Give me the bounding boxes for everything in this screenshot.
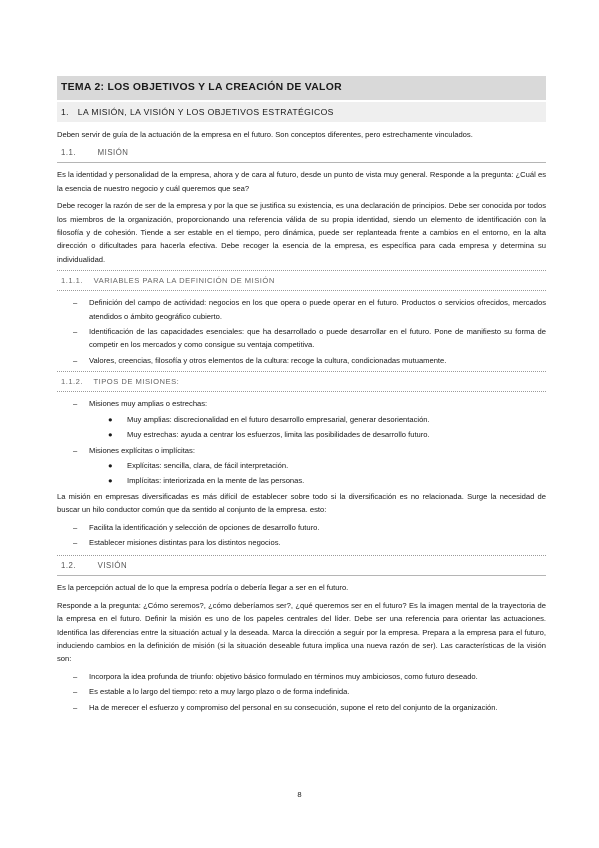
- dash-bullet: –: [73, 355, 78, 365]
- subsection-title: VISIÓN: [97, 561, 128, 571]
- subsection-number: 1.2.: [61, 561, 77, 571]
- section-number: 1.: [61, 107, 69, 117]
- mision-paragraph-1: Es la identidad y personalidad de la empresa, ahora y de cara al futuro, desde un punto de vista muy general. Responde a la pregunta: ¿Cuál es la esencia de nuestro negocio y cuál queremos que sea?: [57, 170, 546, 193]
- list-item: – Identificación de las capacidades esenciales: que ha desarrollado o puede desarrollar en el futuro. Pone de manifiesto su forma de competir en los mercados y como consigue su ventaja competitiva.: [73, 327, 546, 350]
- subsection-heading-mision: [57, 145, 546, 163]
- divider: [57, 371, 546, 372]
- list-item: – Incorpora la idea profunda de triunfo: objetivo básico formulado en términos muy ambiciosos, como futuro deseado.: [57, 670, 546, 683]
- sub-list-item: ● Implícitas: interiorizada en la mente de las personas.: [57, 474, 546, 487]
- vision-paragraph-1: Es la percepción actual de lo que la empresa podría o debería llegar a ser en el futuro.: [57, 583, 349, 593]
- list-item: – Definición del campo de actividad: negocios en los que opera o puede operar en el futuro. Productos o servicios ofrecidos, mercados atendidos o ámbito geográfico cubierto.: [73, 298, 546, 321]
- subsubsection-heading-tipos: [57, 374, 546, 392]
- divider: [57, 270, 546, 271]
- diversificadas-list: [57, 521, 546, 550]
- dash-bullet: –: [73, 687, 78, 697]
- dot-bullet: ●: [108, 430, 113, 440]
- dash-bullet: –: [73, 671, 78, 681]
- subsection-heading-vision: [57, 558, 546, 576]
- section-title: LA MISIÓN, LA VISIÓN Y LOS OBJETIVOS ESTRATÉGICOS: [77, 107, 334, 117]
- subsubsection-number: 1.1.2.: [61, 377, 83, 387]
- dot-bullet: ●: [108, 460, 113, 470]
- list-item: – Ha de merecer el esfuerzo y compromiso del personal en su consecución, supone el reto del conjunto de la organización.: [57, 701, 546, 714]
- dash-bullet: –: [73, 445, 78, 455]
- list-item: – Facilita la identificación y selección de opciones de desarrollo futuro.: [57, 521, 546, 534]
- vision-list: [57, 670, 546, 714]
- divider: [57, 555, 546, 556]
- subsection-number: 1.1.: [61, 148, 77, 158]
- dash-bullet: –: [73, 702, 78, 712]
- section-heading: [57, 102, 546, 122]
- dash-bullet: –: [73, 327, 78, 337]
- sub-list-item: ● Muy amplias: discrecionalidad en el futuro desarrollo empresarial, generar desorientación.: [57, 413, 546, 426]
- dot-bullet: ●: [108, 476, 113, 486]
- list-item: – Es estable a lo largo del tiempo: reto a muy largo plazo o de forma indefinida.: [57, 685, 546, 698]
- section-intro: Deben servir de guía de la actuación de la empresa en el futuro. Son conceptos diferentes, pero estrechamente vinculados.: [57, 130, 473, 139]
- list-item: – Misiones explícitas o implícitas:: [57, 444, 546, 457]
- dash-bullet: –: [73, 298, 78, 308]
- variables-list: [57, 296, 546, 367]
- dot-bullet: ●: [108, 414, 113, 424]
- sub-list-item: ● Explícitas: sencilla, clara, de fácil interpretación.: [57, 459, 546, 472]
- document-page: [57, 76, 546, 716]
- subsection-title: MISIÓN: [97, 148, 129, 158]
- dash-bullet: –: [73, 522, 78, 532]
- dash-bullet: –: [73, 399, 78, 409]
- chapter-title: TEMA 2: LOS OBJETIVOS Y LA CREACIÓN DE VALOR: [57, 76, 546, 100]
- dash-bullet: –: [73, 537, 78, 547]
- list-item: – Valores, creencias, filosofía y otros elementos de la cultura: recoge la cultura, condicionadas mutuamente.: [57, 354, 546, 367]
- vision-paragraph-2: Responde a la pregunta: ¿Cómo seremos?, ¿cómo deberíamos ser?, ¿qué queremos ser en el futuro? Es la imagen mental de la trayectoria de la empresa en el futuro. Definir la misión es uno de los papeles centrales del líder. Debe ser una referencia para orientar las actuaciones. Identifica las diferencias entre la situación actual y la deseada. Marca la dirección a seguir por la empresa. Prepara a la empresa para el futuro, induciendo cambios en la definición de misión (si la situación deseable futura implica una nueva razón de ser). Las características de la visión son:: [57, 600, 546, 664]
- sub-list-item: ● Muy estrechas: ayuda a centrar los esfuerzos, limita las posibilidades de desarrollo futuro.: [57, 428, 546, 441]
- list-item: – Establecer misiones distintas para los distintos negocios.: [57, 536, 546, 549]
- subsubsection-number: 1.1.1.: [61, 276, 83, 286]
- tipos-list: [57, 397, 546, 487]
- list-item: – Misiones muy amplias o estrechas:: [57, 397, 546, 410]
- subsubsection-title: TIPOS DE MISIONES:: [93, 377, 180, 387]
- mision-paragraph-2: Debe recoger la razón de ser de la empresa y por la que se justifica su existencia, es una declaración de principios. Debe ser conocida por todos los miembros de la organización, proporcionando una referencia válida de su propia identidad, siendo un elemento de identificación con la filosofía y de cohesión. Tiende a ser estable en el tiempo, pero dinámica, puede ser replanteada frente a cambios en el entorno, en la alta dirección o dificultades para hacerla efectiva. Debe recoger la esencia de la empresa, es específica para cada empresa y determina su individualidad.: [57, 201, 546, 264]
- subsubsection-heading-variables: [57, 273, 546, 291]
- page-number: 8: [297, 790, 302, 799]
- tipos-paragraph: La misión en empresas diversificadas es más difícil de establecer sobre todo si la diversificación es no relacionada. Surge la necesidad de buscar un hilo conductor común que da sentido al conjunto de la empresa. esto:: [57, 491, 546, 515]
- subsubsection-title: VARIABLES PARA LA DEFINICIÓN DE MISIÓN: [93, 276, 275, 286]
